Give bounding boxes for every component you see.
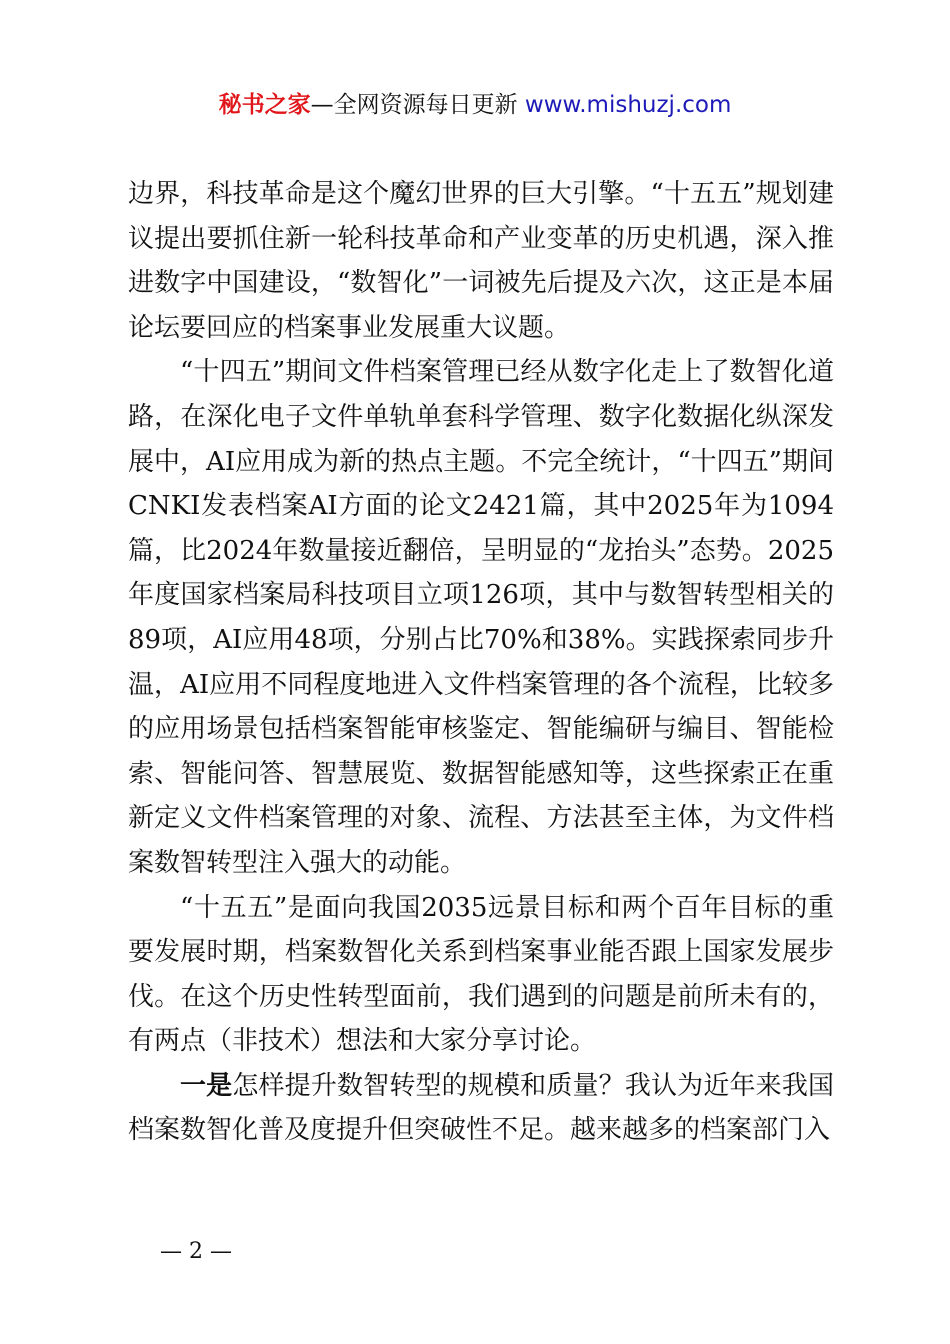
paragraph-4 bbox=[128, 1064, 834, 1153]
site-url[interactable]: www.mishuzj.com bbox=[524, 92, 732, 118]
page-number: — 2 — bbox=[160, 1239, 232, 1264]
brand-name: 秘书之家 bbox=[218, 92, 311, 118]
paragraph-2: “十四五”期间文件档案管理已经从数字化走上了数智化道路，在深化电子文件单轨单套科学管理、数字化数据化纵深发展中，AI应用成为新的热点主题。不完全统计，“十四五”期间CNKI发表档案AI方面的论文2421篇，其中2025年为1094篇，比2024年数量接近翻倍，呈明显的“龙抬头”态势。2025年度国家档案局科技项目立项126项，其中与数智转型相关的89项，AI应用48项，分别占比70%和38%。实践探索同步升温，AI应用不同程度地进入文件档案管理的各个流程，比较多的应用场景包括档案智能审核鉴定、智能编研与编目、智能检索、智能问答、智慧展览、数据智能感知等，这些探索正在重新定义文件档案管理的对象、流程、方法甚至主体，为文件档案数智转型注入强大的动能。 bbox=[128, 357, 834, 878]
document-body bbox=[128, 172, 834, 1153]
paragraph-4-lead: 一是 bbox=[180, 1070, 233, 1101]
paragraph-4-text: 怎样提升数智转型的规模和质量？我认为近年来我国档案数智化普及度提升但突破性不足。越来越多的档案部门入 bbox=[128, 1070, 834, 1146]
site-header bbox=[0, 88, 950, 122]
header-tagline: —全网资源每日更新 bbox=[310, 92, 525, 118]
paragraph-3: “十五五”是面向我国2035远景目标和两个百年目标的重要发展时期，档案数智化关系到档案事业能否跟上国家发展步伐。在这个历史性转型面前，我们遇到的问题是前所未有的，有两点（非技术）想法和大家分享讨论。 bbox=[128, 892, 834, 1057]
paragraph-1: 边界，科技革命是这个魔幻世界的巨大引擎。“十五五”规划建议提出要抓住新一轮科技革命和产业变革的历史机遇，深入推进数字中国建设，“数智化”一词被先后提及六次，这正是本届论坛要回应的档案事业发展重大议题。 bbox=[128, 179, 834, 343]
